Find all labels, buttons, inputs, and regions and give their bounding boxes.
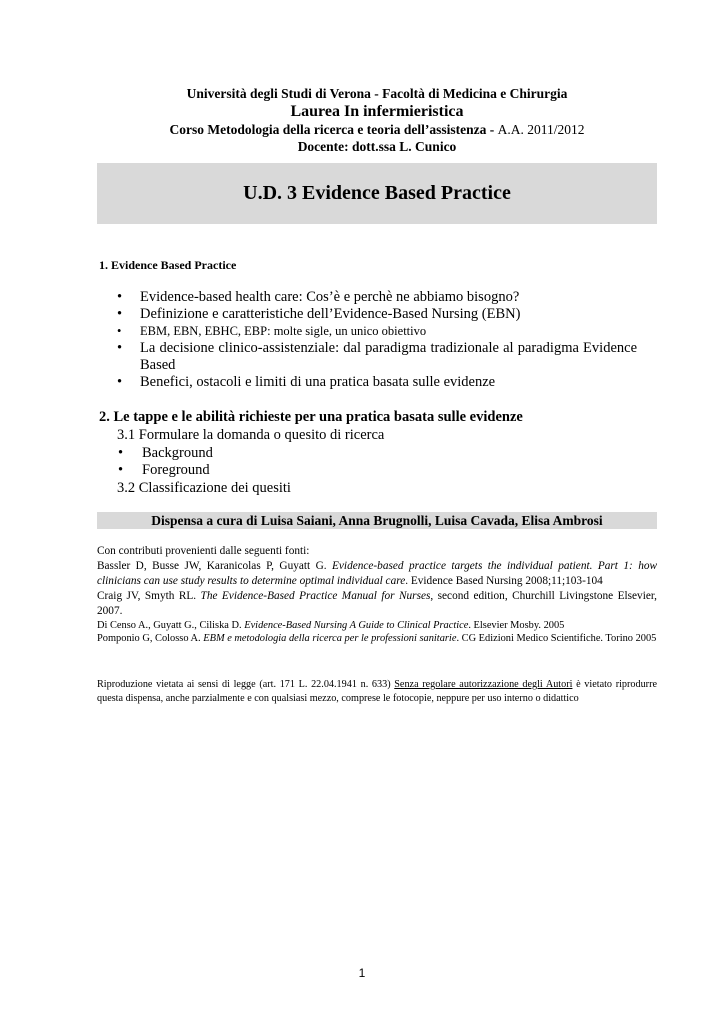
bullet-icon: • <box>117 306 123 322</box>
list-item: • Evidence-based health care: Cos’è e perchè ne abbiamo bisogno? <box>117 289 520 305</box>
academic-year: A.A. 2011/2012 <box>497 122 585 137</box>
list-item: • Benefici, ostacoli e limiti di una pratica basata sulle evidenze <box>117 374 496 390</box>
bullet-icon: • <box>117 374 123 390</box>
list-item: • EBM, EBN, EBHC, EBP: molte sigle, un unico obiettivo <box>117 324 427 338</box>
section-1-list <box>117 289 637 391</box>
teacher-line: Docente: dott.ssa L. Cunico <box>297 139 457 154</box>
bullet-icon: • <box>118 445 124 461</box>
section-1-heading: 1. Evidence Based Practice <box>99 258 237 272</box>
sources-intro: Con contributi provenienti dalle seguenti fonti: <box>97 545 310 557</box>
university-line: Università degli Studi di Verona - Facoltà di Medicina e Chirurgia <box>186 86 568 101</box>
bullet-icon: • <box>117 324 122 338</box>
section-2-heading: 2. Le tappe e le abilità richieste per una pratica basata sulle evidenze <box>99 409 523 425</box>
document-title: U.D. 3 Evidence Based Practice <box>243 182 511 204</box>
course-line <box>97 122 657 138</box>
underlined-notice: Senza regolare autorizzazione degli Autori <box>394 679 573 690</box>
subsection-3-1: 3.1 Formulare la domanda o quesito di ricerca <box>117 427 385 443</box>
list-item: • Foreground <box>118 462 210 478</box>
reference-item: Pomponio G, Colosso A. EBM e metodologia della ricerca per le professioni sanitarie. CG Edizioni Medico Scientifiche. Torino 2005 <box>97 633 657 644</box>
dispensa-banner: Dispensa a cura di Luisa Saiani, Anna Brugnolli, Luisa Cavada, Elisa Ambrosi <box>97 512 657 529</box>
degree-line: Laurea In infermieristica <box>290 103 464 120</box>
title-box <box>97 163 657 224</box>
bullet-icon: • <box>117 289 123 305</box>
reference-item: Bassler D, Busse JW, Karanicolas P, Guyatt G. Evidence-based practice targets the individual patient. Part 1: how clinicians can use study results to determine optimal individual care. Evidence Based Nursing 2008;11;103-104 <box>97 560 658 587</box>
list-item: • La decisione clinico-assistenziale: dal paradigma tradizionale al paradigma Evidence Based <box>117 340 637 373</box>
list-item: • Background <box>118 445 213 461</box>
subsection-3-2: 3.2 Classificazione dei quesiti <box>117 480 291 496</box>
list-item: • Definizione e caratteristiche dell’Evidence-Based Nursing (EBN) <box>117 306 521 322</box>
reproduction-notice: Riproduzione vietata ai sensi di legge (art. 171 L. 22.04.1941 n. 633) Senza regolare autorizzazione degli Autori è vietato riprodurre questa dispensa, anche parzialmente e con qualsiasi mezzo, comprese le fotocopie, neppure per uso interno o didattico <box>97 679 657 704</box>
bullet-icon: • <box>118 462 124 478</box>
reference-item: Craig JV, Smyth RL. The Evidence-Based Practice Manual for Nurses, second edition, Churchill Livingstone Elsevier, 2007. <box>97 590 657 617</box>
course-name: Corso Metodologia della ricerca e teoria dell’assistenza - <box>169 122 495 137</box>
bullet-icon: • <box>117 340 123 356</box>
reference-item: Di Censo A., Guyatt G., Ciliska D. Evidence-Based Nursing A Guide to Clinical Practice. Elsevier Mosby. 2005 <box>97 620 565 631</box>
sources-block <box>97 544 657 645</box>
page-number: 1 <box>358 966 366 980</box>
